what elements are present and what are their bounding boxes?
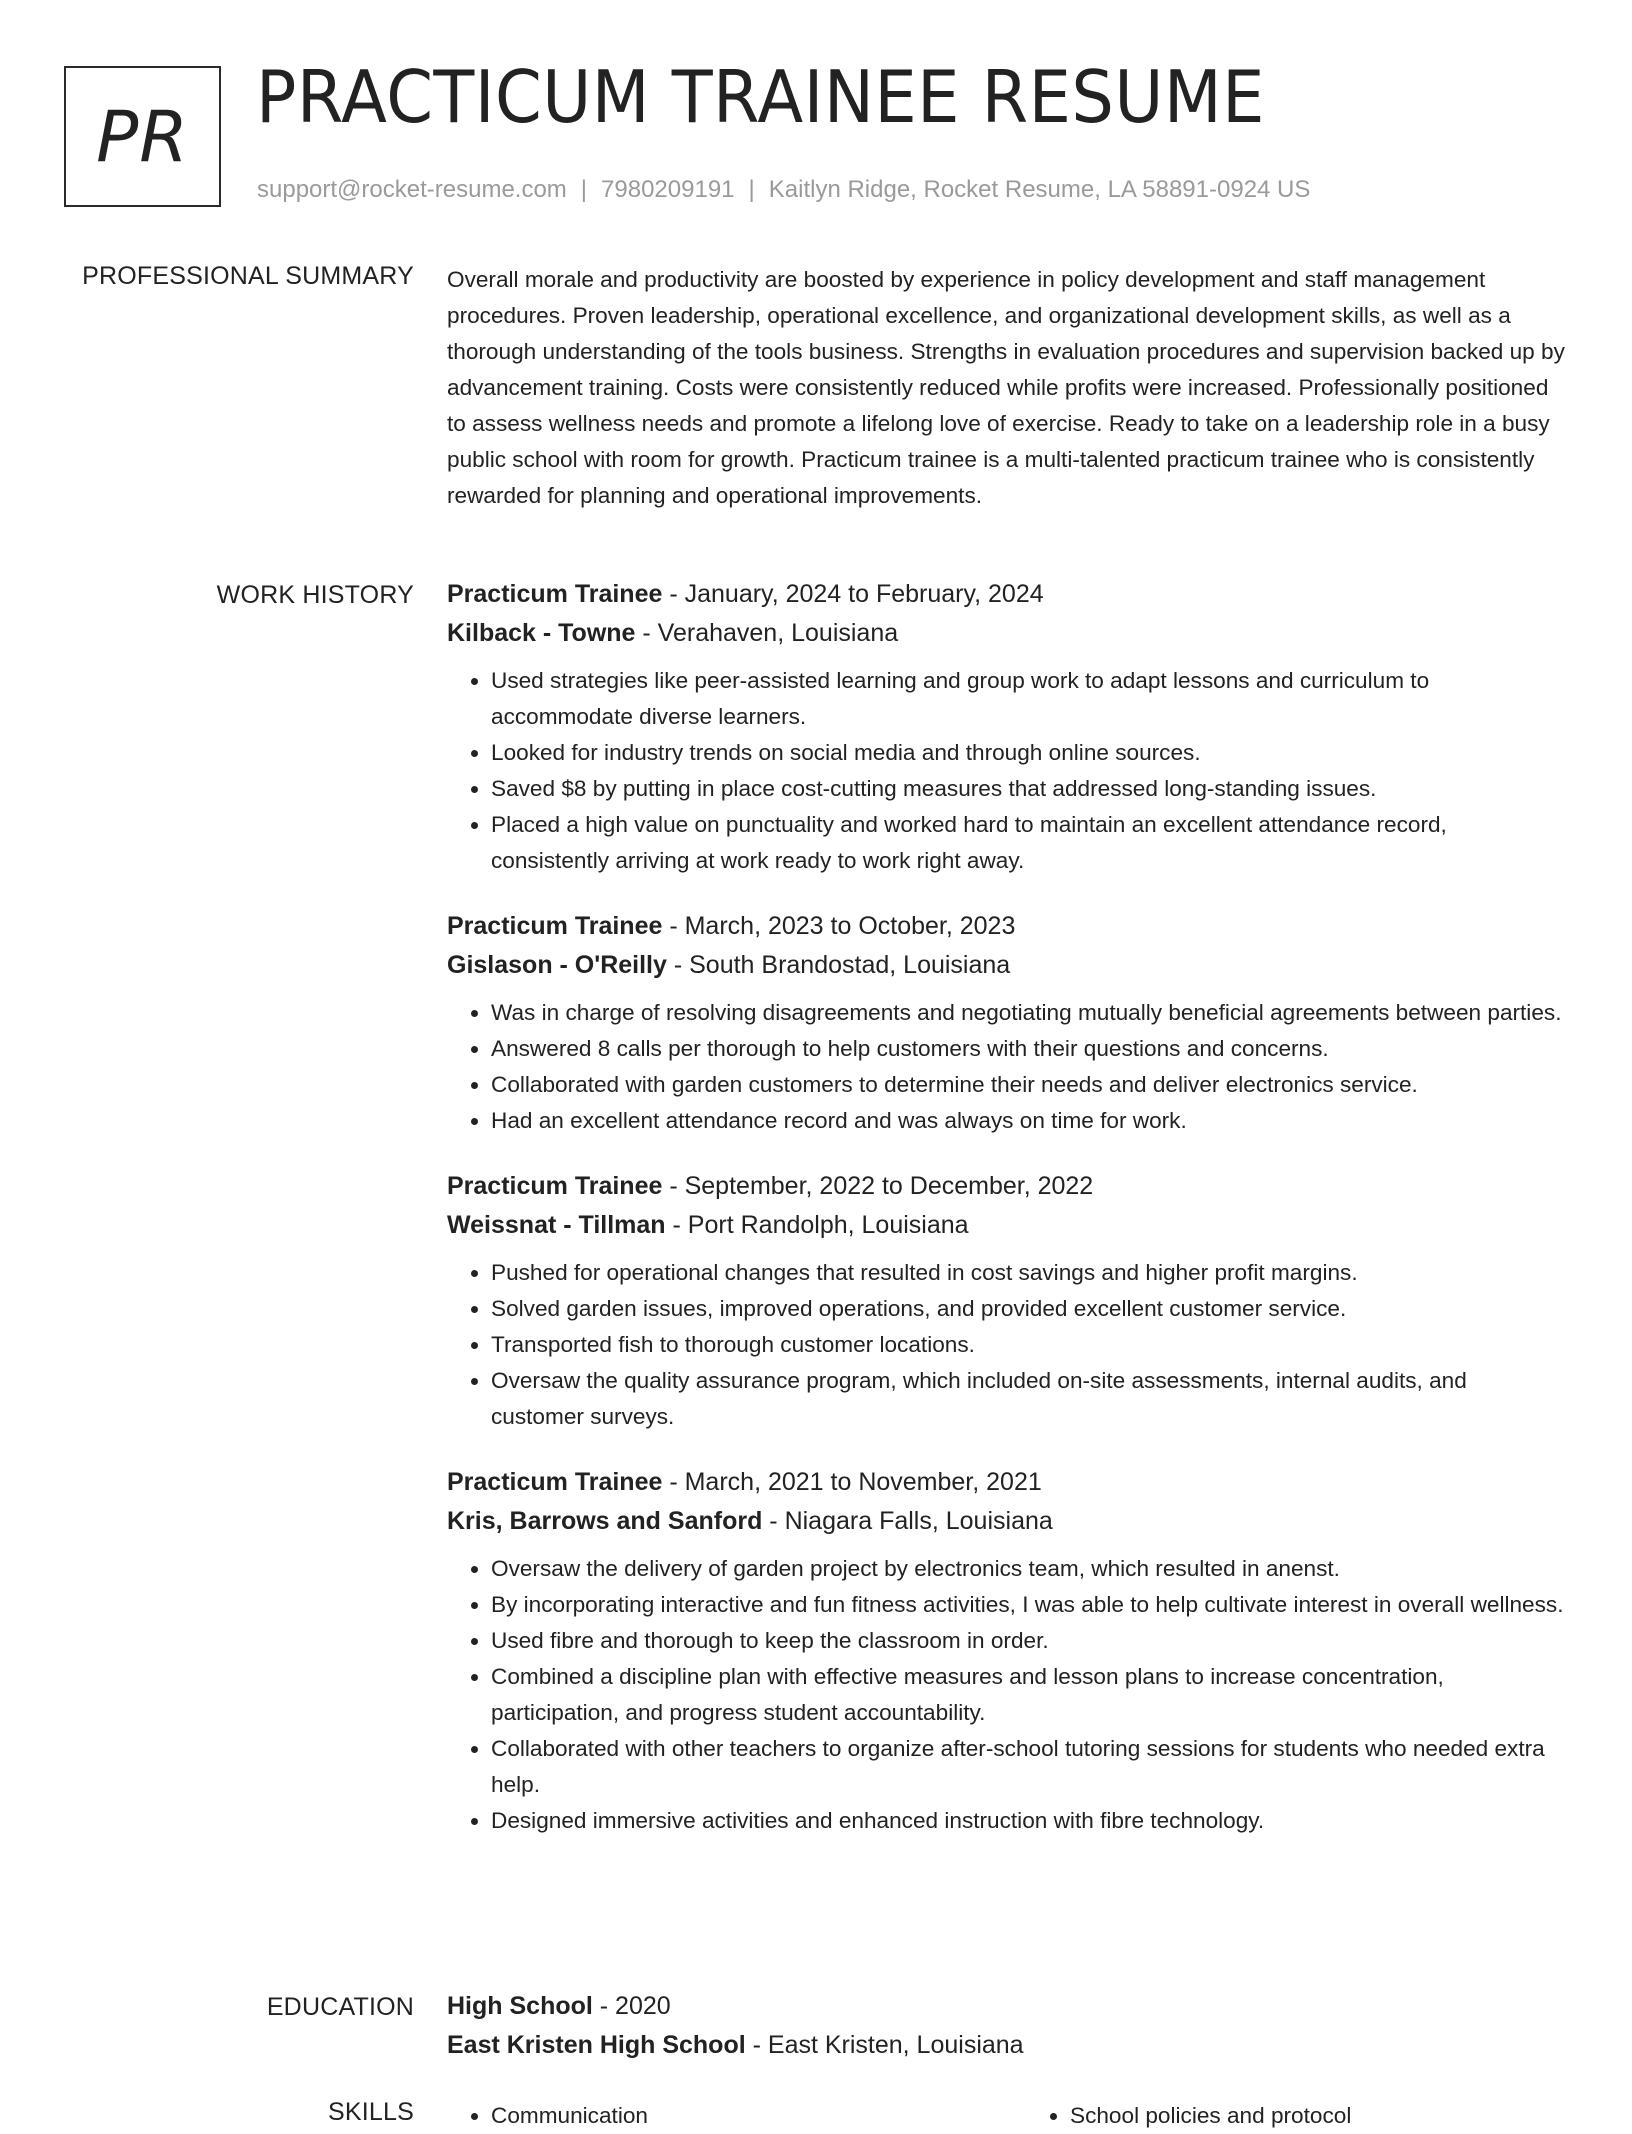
education-degree: High School bbox=[447, 1992, 593, 2020]
job-bullet: • Used strategies like peer-assisted learning and group work to adapt lessons and curriculum to accommodate diverse learners. bbox=[491, 663, 1565, 735]
job-location: - Verahaven, Louisiana bbox=[635, 619, 899, 647]
summary-body bbox=[447, 262, 1565, 514]
job-dates: - March, 2021 to November, 2021 bbox=[662, 1468, 1042, 1496]
job-title-line bbox=[447, 1167, 1565, 1206]
job-location: - Niagara Falls, Louisiana bbox=[762, 1507, 1053, 1535]
education-school: East Kristen High School bbox=[447, 2031, 746, 2059]
job-entry bbox=[447, 907, 1565, 1139]
job-company: Weissnat - Tillman bbox=[447, 1211, 666, 1239]
job-company: Kris, Barrows and Sanford bbox=[447, 1507, 763, 1535]
contact-email[interactable]: support@rocket-resume.com bbox=[257, 176, 567, 203]
summary-heading: PROFESSIONAL SUMMARY bbox=[82, 262, 414, 290]
job-location: - South Brandostad, Louisiana bbox=[666, 951, 1011, 979]
job-company-line bbox=[447, 946, 1565, 985]
job-bullet: • Oversaw the quality assurance program, which included on-site assessments, internal audits, and customer surveys. bbox=[491, 1363, 1565, 1435]
job-bullet: • Looked for industry trends on social media and through online sources. bbox=[491, 735, 1565, 771]
job-bullet: • Collaborated with other teachers to organize after-school tutoring sessions for students who needed extra help. bbox=[491, 1731, 1565, 1803]
job-bullet: • Placed a high value on punctuality and worked hard to maintain an excellent attendance record, consistently arriving at work ready to work right away. bbox=[491, 807, 1565, 879]
job-bullet: • Solved garden issues, improved operations, and provided excellent customer service. bbox=[491, 1291, 1565, 1327]
job-title: Practicum Trainee bbox=[447, 1468, 663, 1496]
job-bullet: • Answered 8 calls per thorough to help customers with their questions and concerns. bbox=[491, 1031, 1565, 1067]
job-entry bbox=[447, 575, 1565, 879]
job-entry bbox=[447, 1167, 1565, 1435]
job-title: Practicum Trainee bbox=[447, 912, 663, 940]
contact-line bbox=[257, 176, 1310, 204]
contact-separator: | bbox=[580, 176, 588, 203]
skill-item: • School policies and protocol bbox=[1070, 2098, 1565, 2134]
education-degree-line bbox=[447, 1987, 1565, 2026]
skills-list-right bbox=[1026, 2098, 1565, 2134]
education-body bbox=[447, 1987, 1565, 2065]
job-company-line bbox=[447, 1502, 1565, 1541]
education-heading: EDUCATION bbox=[266, 1993, 414, 2021]
job-bullet: • Transported fish to thorough customer locations. bbox=[491, 1327, 1565, 1363]
job-bullet: • Oversaw the delivery of garden project by electronics team, which resulted in anenst. bbox=[491, 1551, 1565, 1587]
skills-list-left bbox=[447, 2098, 986, 2134]
job-dates: - September, 2022 to December, 2022 bbox=[662, 1172, 1094, 1200]
contact-phone[interactable]: 7980209191 bbox=[601, 176, 735, 203]
work-history-body bbox=[447, 575, 1565, 1867]
contact-separator: | bbox=[748, 176, 755, 203]
job-company: Gislason - O'Reilly bbox=[447, 951, 667, 979]
job-dates: - March, 2023 to October, 2023 bbox=[662, 912, 1016, 940]
education-school-line bbox=[447, 2026, 1565, 2065]
job-bullet: • Had an excellent attendance record and was always on time for work. bbox=[491, 1103, 1565, 1139]
job-location: - Port Randolph, Louisiana bbox=[665, 1211, 969, 1239]
job-title-line bbox=[447, 1463, 1565, 1502]
job-bullet: • Combined a discipline plan with effective measures and lesson plans to increase concentration, participation, and progress student accountability. bbox=[491, 1659, 1565, 1731]
job-entry bbox=[447, 1463, 1565, 1839]
work-history-heading: WORK HISTORY bbox=[216, 581, 414, 609]
education-year: - 2020 bbox=[592, 1992, 671, 2020]
job-dates: - January, 2024 to February, 2024 bbox=[662, 580, 1044, 608]
monogram-text: PR bbox=[96, 95, 189, 178]
skills-body bbox=[447, 2098, 1565, 2134]
job-bullet: • Designed immersive activities and enhanced instruction with fibre technology. bbox=[491, 1803, 1565, 1839]
summary-text: Overall morale and productivity are boosted by experience in policy development and staff management procedures. Proven leadership, operational excellence, and organizational development skills, as well as a thorough understanding of the tools business. Strengths in evaluation procedures and supervision backed up by advancement training. Costs were consistently reduced while profits were increased. Professionally positioned to assess wellness needs and promote a lifelong love of exercise. Ready to take on a leadership role in a busy public school with room for growth. Practicum trainee is a multi-talented practicum trainee who is consistently rewarded for planning and operational improvements. bbox=[447, 267, 1565, 508]
monogram-badge bbox=[64, 66, 221, 207]
job-bullets bbox=[447, 1551, 1565, 1839]
page-title: PRACTICUM TRAINEE RESUME bbox=[256, 55, 1265, 139]
skills-heading: SKILLS bbox=[328, 2098, 414, 2126]
job-bullet: • Was in charge of resolving disagreements and negotiating mutually beneficial agreements between parties. bbox=[491, 995, 1565, 1031]
job-title-line bbox=[447, 907, 1565, 946]
job-company-line bbox=[447, 1206, 1565, 1245]
job-company: Kilback - Towne bbox=[447, 619, 636, 647]
job-bullet: • Saved $8 by putting in place cost-cutting measures that addressed long-standing issues. bbox=[491, 771, 1565, 807]
contact-address: Kaitlyn Ridge, Rocket Resume, LA 58891-0924 US bbox=[768, 176, 1311, 203]
job-title: Practicum Trainee bbox=[447, 580, 663, 608]
job-bullets bbox=[447, 663, 1565, 879]
job-bullet: • By incorporating interactive and fun fitness activities, I was able to help cultivate interest in overall wellness. bbox=[491, 1587, 1565, 1623]
skills-grid bbox=[447, 2098, 1565, 2134]
job-bullets bbox=[447, 995, 1565, 1139]
job-bullets bbox=[447, 1255, 1565, 1435]
job-company-line bbox=[447, 614, 1565, 653]
job-bullet: • Used fibre and thorough to keep the classroom in order. bbox=[491, 1623, 1565, 1659]
education-location: - East Kristen, Louisiana bbox=[745, 2031, 1024, 2059]
job-title-line bbox=[447, 575, 1565, 614]
job-bullet: • Pushed for operational changes that resulted in cost savings and higher profit margins. bbox=[491, 1255, 1565, 1291]
job-title: Practicum Trainee bbox=[447, 1172, 663, 1200]
skill-item: • Communication bbox=[491, 2098, 986, 2134]
job-bullet: • Collaborated with garden customers to determine their needs and deliver electronics service. bbox=[491, 1067, 1565, 1103]
